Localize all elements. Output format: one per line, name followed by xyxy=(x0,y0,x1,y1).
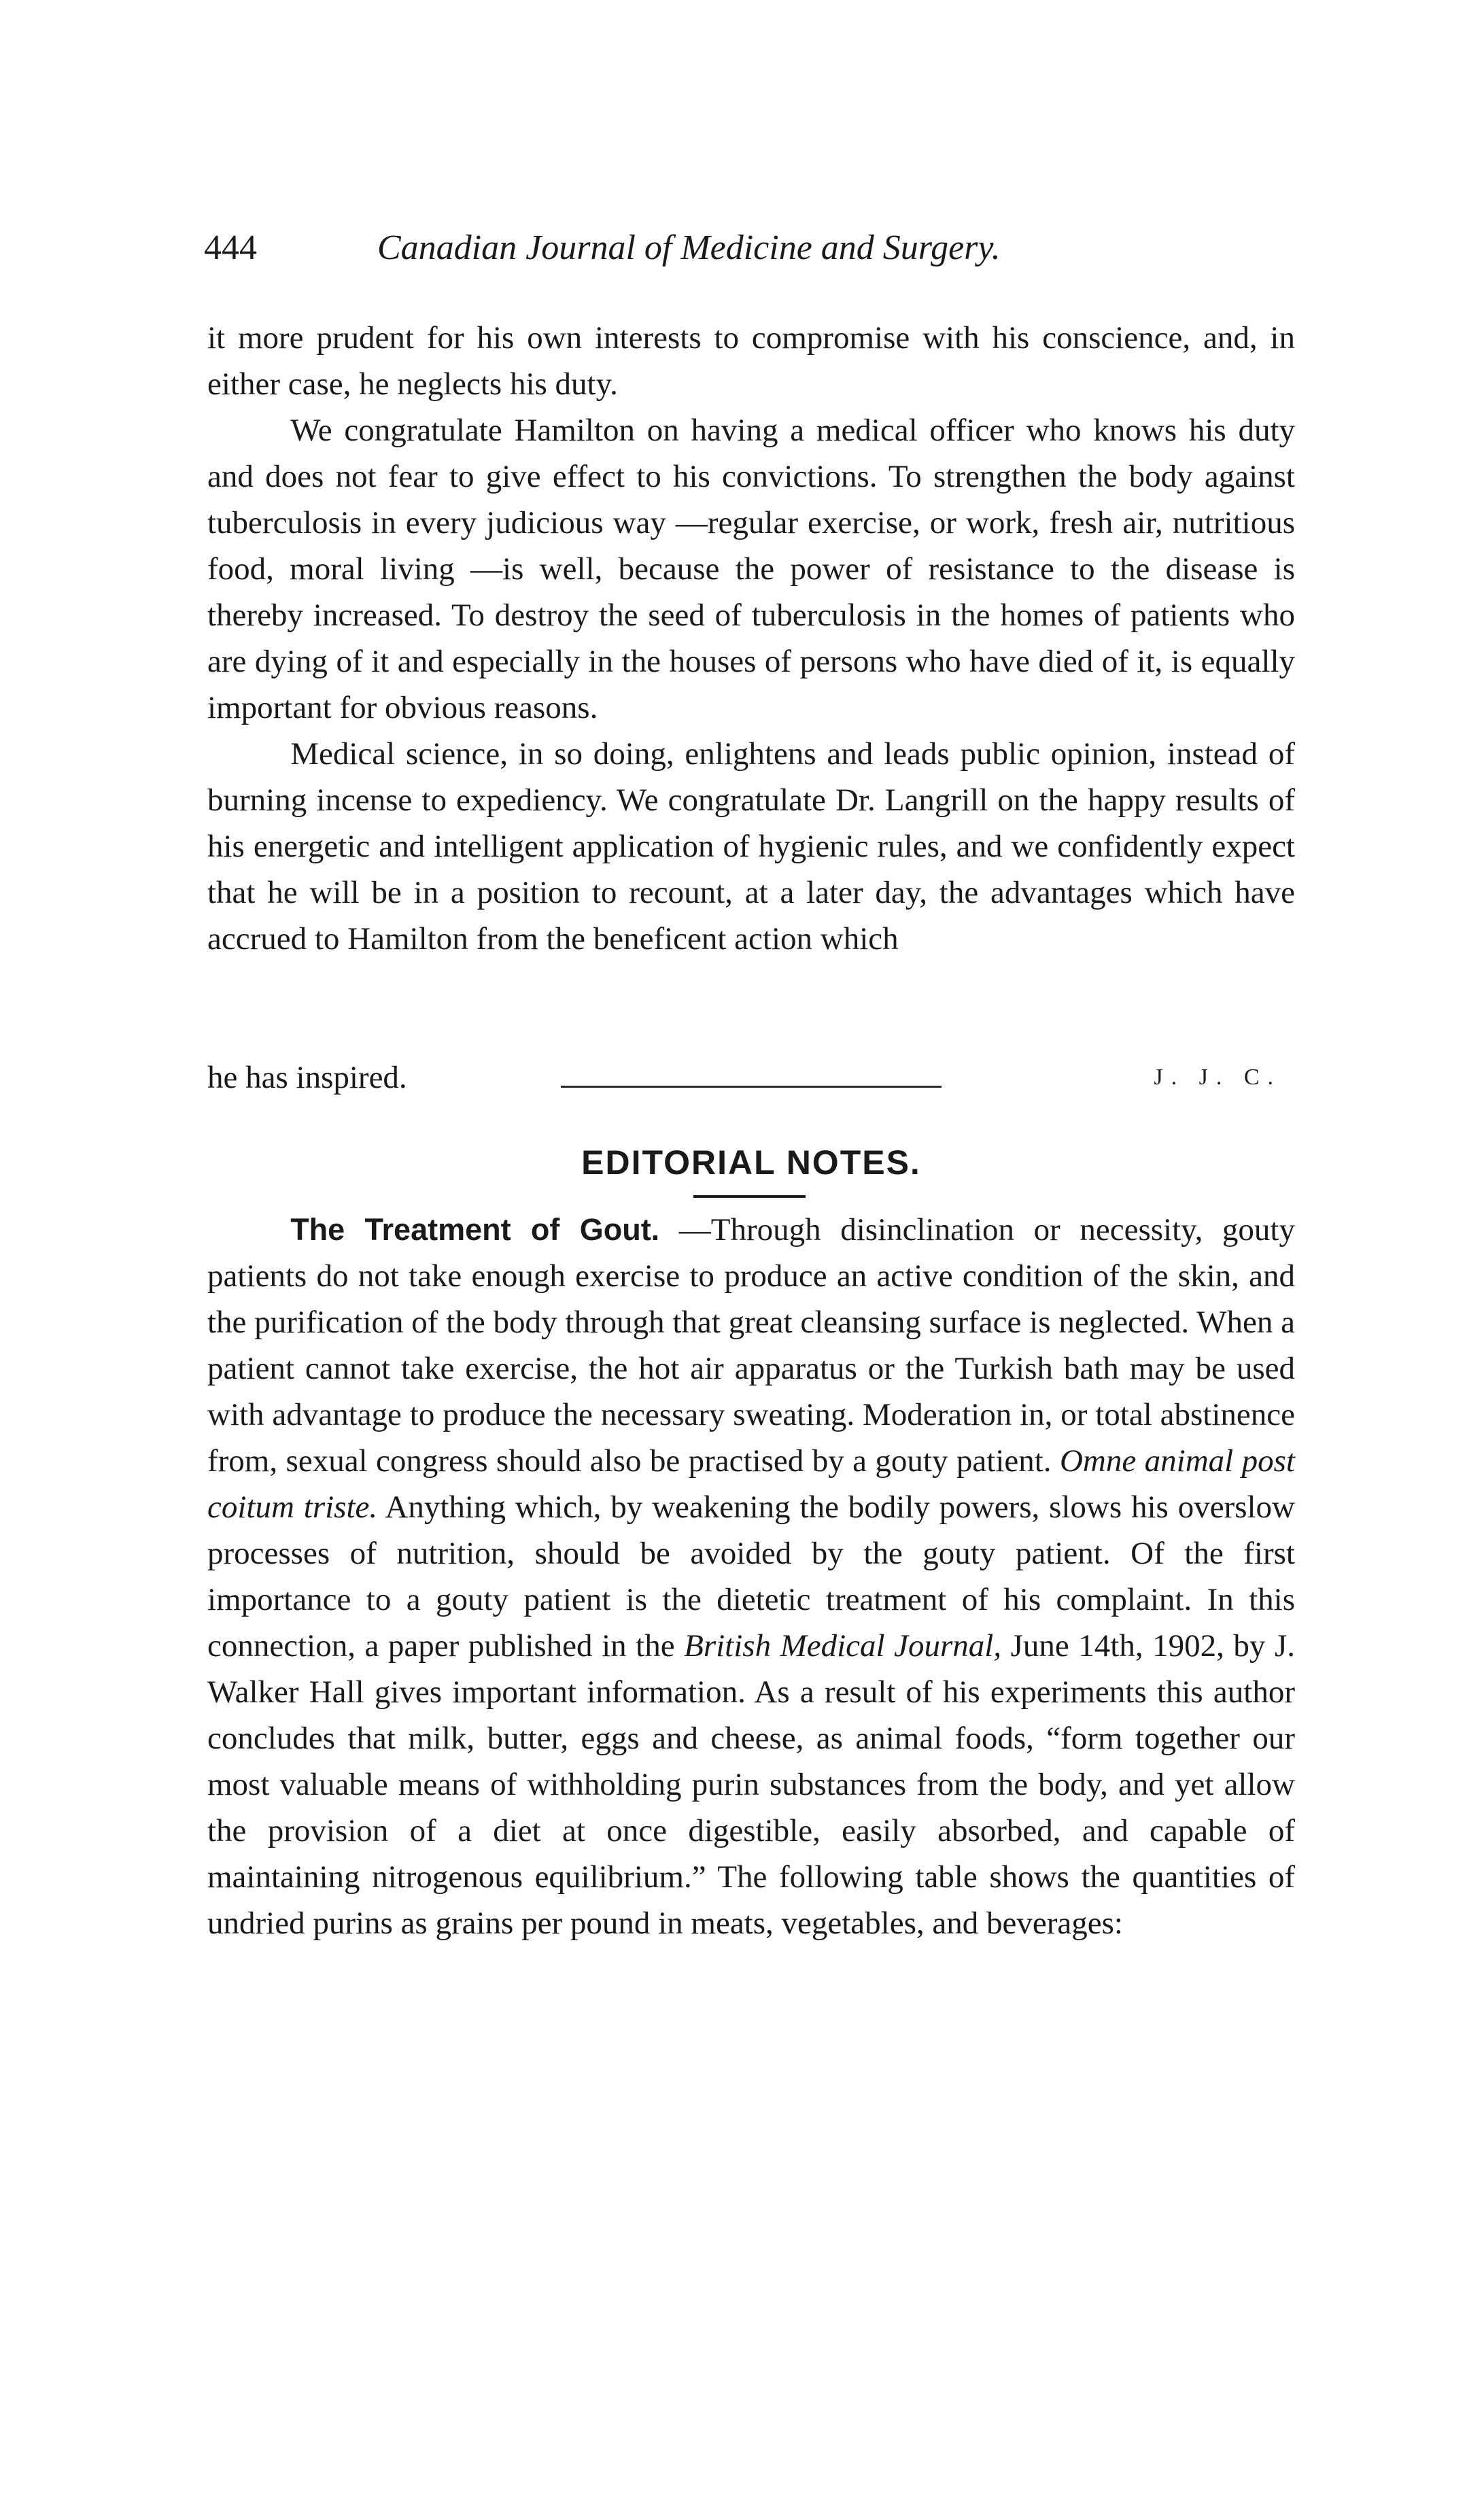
note-text-2: Anything which, by weakening the bodily powers, slows his overslow processes of nutrition, should be avoided by the gouty patient. Of the first importance to a gouty patient is the dietetic treatment of his complaint. In this connection, a paper published in the xyxy=(207,1490,1295,1664)
page-number: 444 xyxy=(204,228,257,267)
latin-quote: Omne animal post coitum triste. xyxy=(207,1443,1295,1525)
gout-paragraph xyxy=(207,1207,1295,1946)
closing-line: he has inspired. xyxy=(207,1060,407,1095)
note-title: The Treatment of Gout. xyxy=(290,1212,660,1247)
page-header xyxy=(204,218,1237,279)
section-heading: EDITORIAL NOTES. xyxy=(581,1143,921,1182)
article-closing xyxy=(207,1054,1295,1101)
article-continuation xyxy=(207,315,1295,962)
heading-rule xyxy=(693,1195,806,1198)
paragraph-3: Medical science, in so doing, enlightens and leads public opinion, instead of burning incense to expediency. We congratulate Dr. Langrill on the happy results of his energetic and intelligent application of hygienic rules, and we confidently expect that he will be in a position to recount, at a later day, the advantages which have accrued to Hamilton from the beneficent action which xyxy=(207,736,1295,957)
paragraph-2: We congratulate Hamilton on having a medical officer who knows his duty and does not fear to give effect to his convictions. To strengthen the body against tuberculosis in every judicious way —regular exercise, or work, fresh air, nutritious food, moral living —is well, because the power of resistance to the disease is thereby increased. To destroy the seed of tuberculosis in the homes of patients who are dying of it and especially in the houses of persons who have died of it, is equally important for obvious reasons. xyxy=(207,413,1295,725)
note-text-1: —Through disinclination or necessity, gouty patients do not take enough exercise to produce an active condition of the skin, and the purification of the body through that great cleansing surface is neglected. When a patient cannot take exercise, the hot air apparatus or the Turkish bath may be used with advantage to produce the necessary sweating. Moderation in, or total abstinence from, sexual congress should also be practised by a gouty patient. xyxy=(207,1212,1295,1479)
author-signature: J. J. C. xyxy=(1154,1065,1281,1090)
running-title: Canadian Journal of Medicine and Surgery. xyxy=(377,228,1001,267)
paragraph-1: it more prudent for his own interests to compromise with his conscience, and, in either case, he neglects his duty. xyxy=(207,320,1295,402)
editorial-note xyxy=(207,1207,1295,1946)
note-text-3: June 14th, 1902, by J. Walker Hall gives important information. As a result of his experiments this author concludes that milk, butter, eggs and cheese, as animal foods, “form together our most valuable means of withholding purin substances from the body, and yet allow the provision of a diet at once digestible, easily absorbed, and capable of maintaining nitrogenous equilibrium.” The following table shows the quantities of undried purins as grains per pound in meats, vegetables, and beverages: xyxy=(207,1628,1295,1941)
separator-rule xyxy=(561,1086,942,1088)
journal-name: British Medical Journal, xyxy=(684,1628,1002,1664)
